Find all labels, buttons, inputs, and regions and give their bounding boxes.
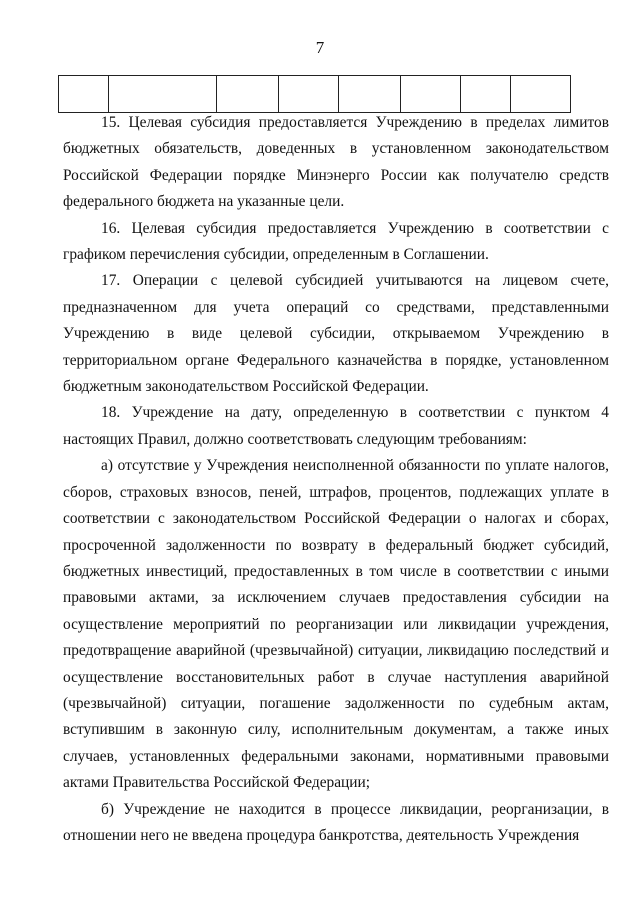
paragraph-17: 17. Операции с целевой субсидией учитываются на лицевом счете, предназначенном для учета операций со средствами, представленными Учреждению в виде целевой субсидии, открываемом Учреждению в территориальном органе Федерального казначейства в порядке, установленном бюджетным законодательством Российской Федерации. xyxy=(63,272,609,396)
paragraph-18: 18. Учреждение на дату, определенную в соответствии с пунктом 4 настоящих Правил, должно соответствовать следующим требованиям: xyxy=(63,404,609,448)
paragraph-15: 15. Целевая субсидия предоставляется Учреждению в пределах лимитов бюджетных обязательств, доведенных в установленном законодательством Российской Федерации порядке Минэнерго России как получателю средств федерального бюджета на указанные цели. xyxy=(63,114,609,211)
table-cell xyxy=(109,76,217,113)
table-fragment xyxy=(58,75,571,113)
table-row xyxy=(59,76,571,113)
table-cell xyxy=(217,76,279,113)
table-cell xyxy=(279,76,339,113)
document-body xyxy=(63,110,609,849)
paragraph-18-a: а) отсутствие у Учреждения неисполненной обязанности по уплате налогов, сборов, страховых взносов, пеней, штрафов, процентов, подлежащих уплате в соответствии с законодательством Российской Федерации о налогах и сборах, просроченной задолженности по возврату в федеральный бюджет субсидий, бюджетных инвестиций, предоставленных в том числе в соответствии с иными правовыми актами, за исключением случаев предоставления субсидии на осуществление мероприятий по реорганизации или ликвидации учреждения, предотвращение аварийной (чрезвычайной) ситуации, ликвидацию последствий и осуществление восстановительных работ в случае наступления аварийной (чрезвычайной) ситуации, погашение задолженности по судебным актам, вступившим в законную силу, исполнительным документам, а также иных случаев, установленных федеральными законами, нормативными правовыми актами Правительства Российской Федерации; xyxy=(63,457,609,792)
table-cell xyxy=(511,76,571,113)
table-cell xyxy=(59,76,109,113)
table-cell xyxy=(461,76,511,113)
table-cell xyxy=(401,76,461,113)
table-cell xyxy=(339,76,401,113)
paragraph-18-b: б) Учреждение не находится в процессе ликвидации, реорганизации, в отношении него не введена процедура банкротства, деятельность Учреждения xyxy=(63,800,609,844)
paragraph-16: 16. Целевая субсидия предоставляется Учреждению в соответствии с графиком перечисления субсидии, определенным в Соглашении. xyxy=(63,219,609,264)
page-number: 7 xyxy=(315,38,325,57)
